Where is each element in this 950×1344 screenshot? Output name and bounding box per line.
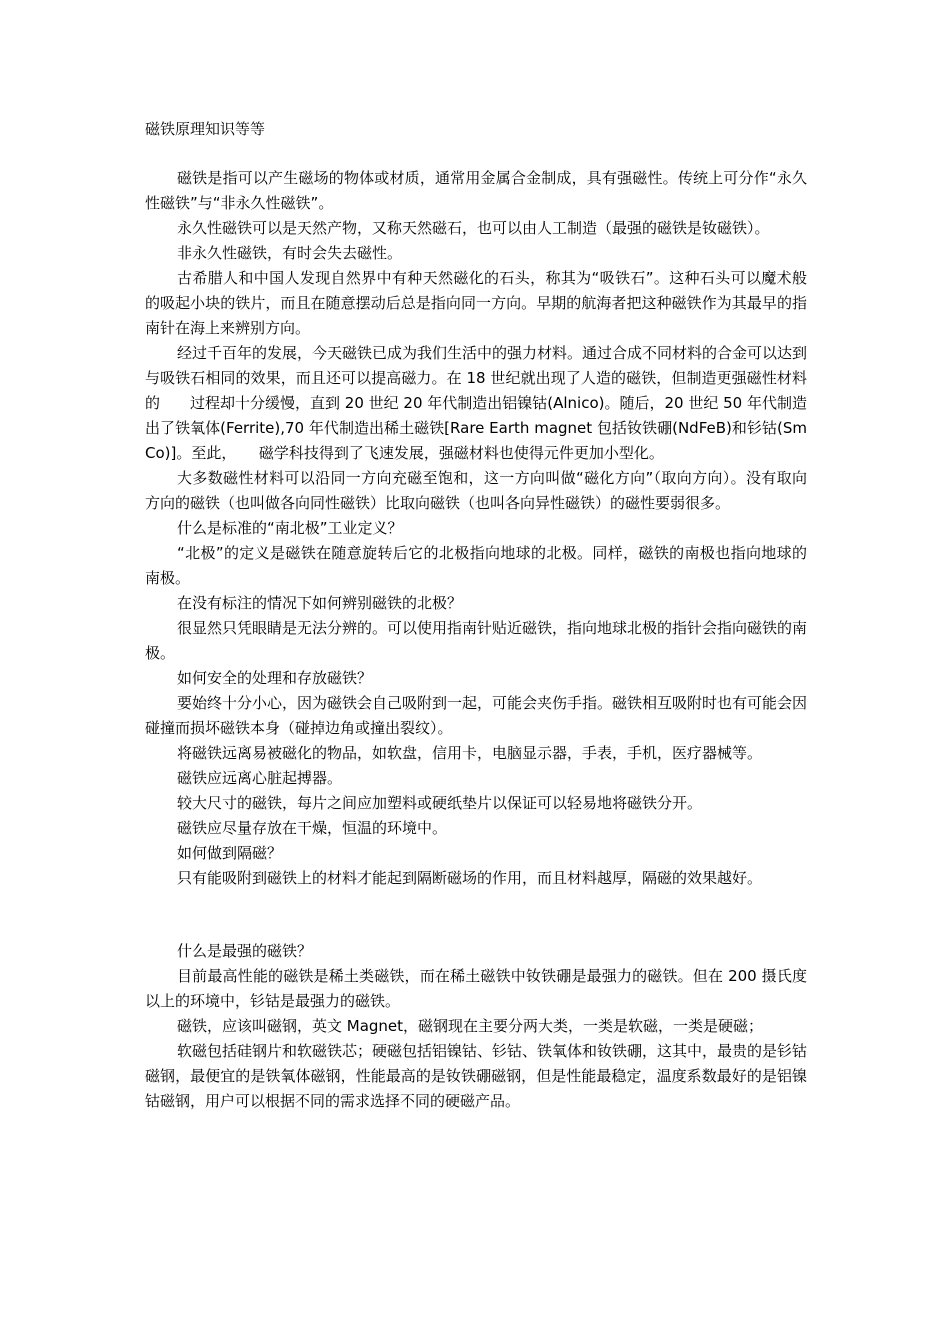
- paragraph: 将磁铁远离易被磁化的物品，如软盘，信用卡，电脑显示器，手表，手机，医疗器械等。: [177, 744, 763, 762]
- section-gap: [145, 891, 807, 939]
- paragraph: 软磁包括硅钢片和软磁铁芯；硬磁包括铝镍钴、钐钴、铁氧体和钕铁硼，这其中，最贵的是钐钴磁钢，最便宜的是铁氧体磁钢，性能最高的是钕铁硼磁钢，但是性能最稳定，温度系数最好的是铝镍 钴磁钢，用户可以根据不同的需求选择不同的硬磁产品。: [145, 1042, 853, 1110]
- question-heading: 如何做到隔磁？: [177, 844, 283, 862]
- paragraph: 磁铁是指可以产生磁场的物体或材质，通常用金属合金制成，具有强磁性。传统上可分作“永久性磁铁”与“非永久性磁铁”。: [145, 169, 807, 212]
- paragraph: 非永久性磁铁，有时会失去磁性。: [177, 244, 403, 262]
- paragraph: 大多数磁性材料可以沿同一方向充磁至饱和，这一方向叫做“磁化方向”（取向方向）。没有取向方向的磁铁（也叫做各向同性磁铁）比取向磁铁（也叫各向异性磁铁）的磁性要弱很多。: [145, 469, 807, 512]
- question-heading: 如何安全的处理和存放磁铁？: [177, 669, 373, 687]
- paragraph: 磁铁，应该叫磁钢，英文 Magnet，磁钢现在主要分两大类，一类是软磁，一类是硬磁；: [177, 1017, 764, 1035]
- paragraph: 很显然只凭眼睛是无法分辨的。可以使用指南针贴近磁铁，指向地球北极的指针会指向磁铁的南极。: [145, 619, 808, 662]
- question-heading: 在没有标注的情况下如何辨别磁铁的北极？: [177, 594, 463, 612]
- paragraph: 古希腊人和中国人发现自然界中有种天然磁化的石头，称其为“吸铁石”。这种石头可以魔术般的吸起小块的铁片，而且在随意摆动后总是指向同一方向。早期的航海者把这种磁铁作为其最早的指 南针在海上来辨别方向。: [145, 269, 838, 337]
- paragraph: 较大尺寸的磁铁，每片之间应加塑料或硬纸垫片以保证可以轻易地将磁铁分开。: [177, 794, 703, 812]
- question-heading: 什么是最强的磁铁？: [177, 942, 313, 960]
- paragraph: 目前最高性能的磁铁是稀土类磁铁，而在稀土磁铁中钕铁硼是最强力的磁铁。但在 200 摄氏度以上的环境中，钐钴是最强力的磁铁。: [145, 967, 807, 1010]
- document-body: [145, 166, 853, 1114]
- paragraph: 只有能吸附到磁铁上的材料才能起到隔断磁场的作用，而且材料越厚，隔磁的效果越好。: [177, 869, 763, 887]
- paragraph: 磁铁应远离心脏起搏器。: [177, 769, 343, 787]
- paragraph: 经过千百年的发展，今天磁铁已成为我们生活中的强力材料。通过合成不同材料的合金可以达到与吸铁石相同的效果，而且还可以提高磁力。在 18 世纪就出现了人造的磁铁，但制造更强磁性材料的 过程却十分缓慢，直到 20 世纪 20 年代制造出铝镍钴(Alnico)。随后，20 世纪 50 年代制造出了铁氧体(Ferrite),70 年代制造出稀土磁铁[Rare Earth magnet 包括钕铁硼(NdFeB)和钐钴(SmCo)]。至此， 磁学科技得到了飞速发展，强磁材料也使得元件更加小型化。: [145, 344, 808, 462]
- paragraph: “北极”的定义是磁铁在随意旋转后它的北极指向地球的北极。同样，磁铁的南极也指向地球的南极。: [145, 544, 807, 587]
- paragraph: 磁铁应尽量存放在干燥，恒温的环境中。: [177, 819, 448, 837]
- document-title: 磁铁原理知识等等: [145, 120, 266, 138]
- paragraph: 要始终十分小心，因为磁铁会自己吸附到一起，可能会夹伤手指。磁铁相互吸附时也有可能会因碰撞而损坏磁铁本身（碰掉边角或撞出裂纹）。: [145, 694, 808, 737]
- paragraph: 永久性磁铁可以是天然产物，又称天然磁石，也可以由人工制造（最强的磁铁是钕磁铁）。: [177, 219, 770, 237]
- question-heading: 什么是标准的“南北极”工业定义？: [177, 519, 403, 537]
